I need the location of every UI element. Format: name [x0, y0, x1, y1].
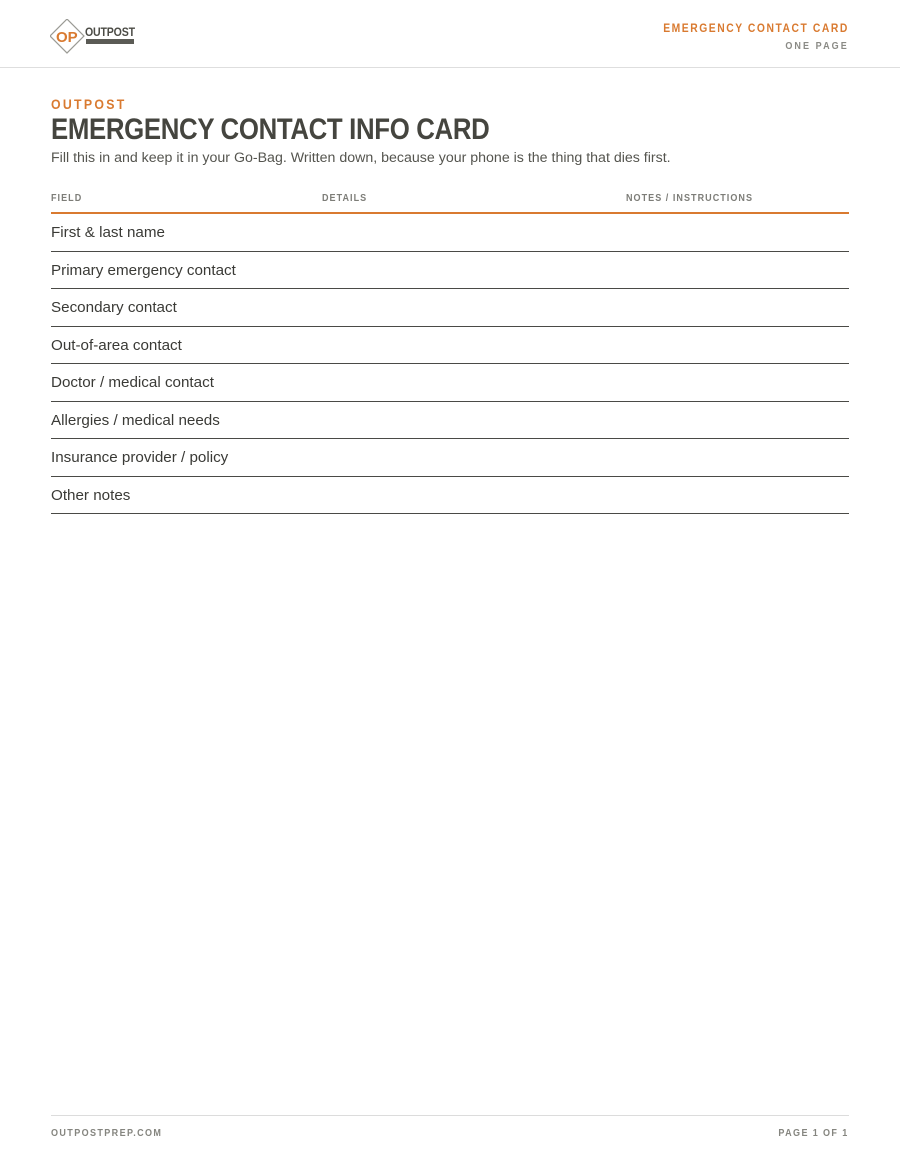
table-row [51, 252, 849, 290]
table-row [51, 477, 849, 515]
table-row [51, 402, 849, 440]
logo-wordmark: OUTPOST [85, 27, 135, 39]
contact-table [51, 189, 849, 514]
field-label: Doctor / medical contact [51, 374, 214, 391]
logo-initials: OP [56, 29, 78, 46]
brand-eyebrow: OUTPOST [51, 96, 127, 112]
table-row [51, 214, 849, 252]
outpost-logo [50, 19, 138, 55]
logo-diamond-icon [50, 19, 86, 55]
footer-website: OUTPOSTPREP.COM [51, 1127, 163, 1139]
page-header [0, 0, 900, 68]
table-row [51, 327, 849, 365]
column-header-details: DETAILS [322, 192, 368, 204]
page-subtitle: Fill this in and keep it in your Go-Bag. Written down, because your phone is the thing that dies first. [51, 150, 671, 166]
column-header-notes: NOTES / INSTRUCTIONS [626, 192, 754, 204]
field-label: Other notes [51, 486, 131, 504]
field-label: Insurance provider / policy [51, 449, 229, 466]
field-label: Out-of-area contact [51, 336, 182, 354]
field-label: Secondary contact [51, 299, 177, 316]
logo-tagline-bar [86, 39, 134, 44]
field-label: Allergies / medical needs [51, 411, 220, 429]
table-header [51, 189, 849, 214]
column-header-field: FIELD [51, 192, 83, 204]
document-sublabel: ONE PAGE [785, 40, 849, 52]
field-label: Primary emergency contact [51, 261, 236, 279]
table-row [51, 439, 849, 477]
document-label: EMERGENCY CONTACT CARD [663, 21, 849, 35]
field-label: First & last name [51, 224, 165, 241]
table-row [51, 289, 849, 327]
page-title: EMERGENCY CONTACT INFO CARD [51, 113, 490, 146]
table-row [51, 364, 849, 402]
footer-divider [51, 1115, 849, 1116]
footer-page-number: PAGE 1 OF 1 [778, 1127, 849, 1139]
